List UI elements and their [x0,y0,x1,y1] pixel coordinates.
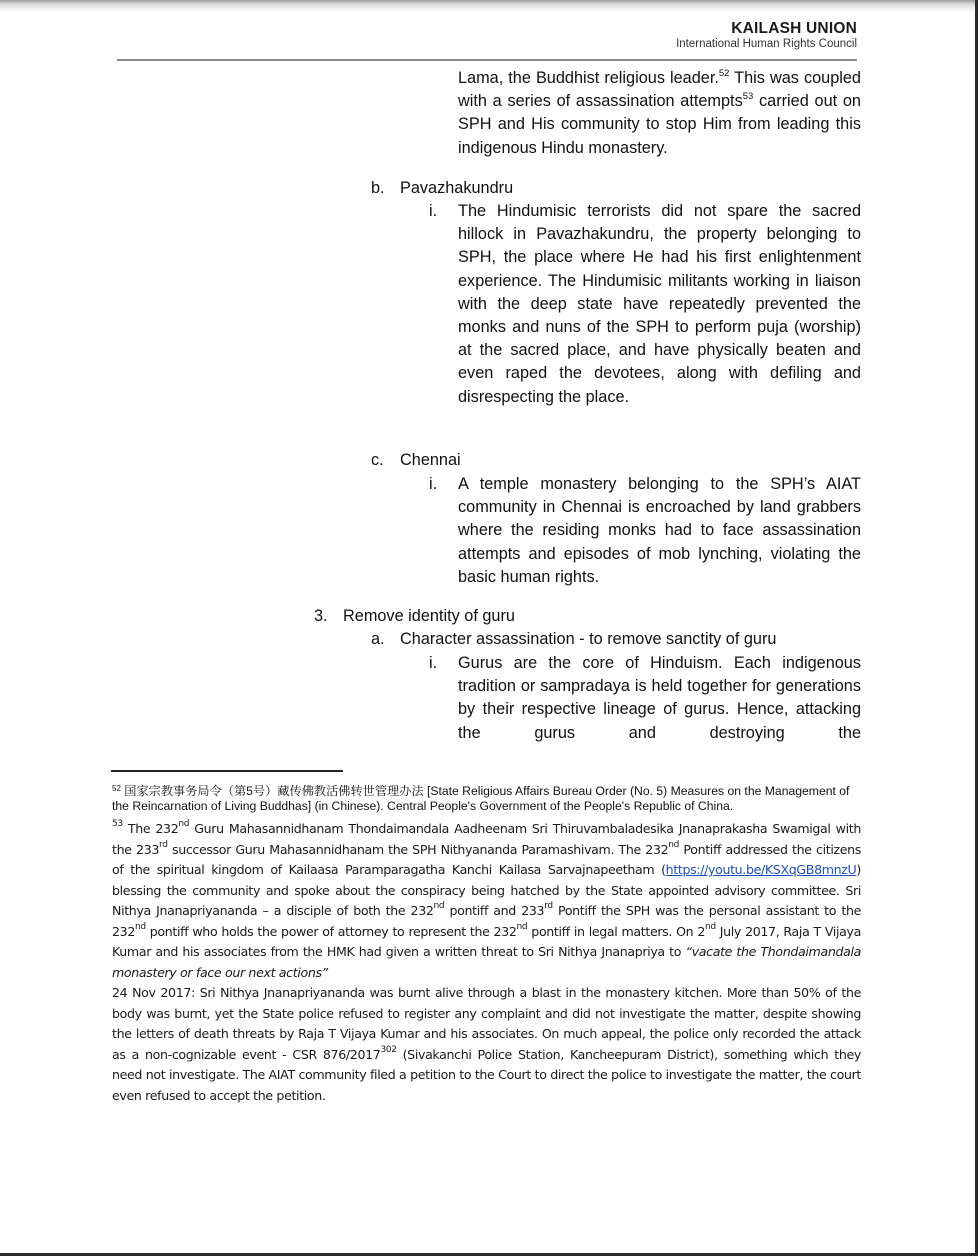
chennai-paragraph: A temple monastery belonging to the SPH’s AIAT community in Chennai is encroached by land grabbers where the residing monks had to face assassination attempts and episodes of mob lynching, violating the basic human rights. [458,475,861,586]
footnote-number-52: 52 [112,784,121,793]
heading-pavazhakundru: Pavazhakundru [400,179,514,197]
page-header [676,20,857,51]
threat-quote: “vacate the Thondaimandala monastery or face our next actions” [112,944,861,980]
continuation-paragraph: Lama, the Buddhist religious leader.$^{52}$ This was coupled with a series of assassination attempts$^{53}$ carried out on SPH and His community to stop Him from leading this indigenous Hindu monastery. [458,68,861,157]
heading-character-assassination: Character assassination - to remove sanctity of guru [400,630,777,648]
footnote-53-paragraph-2: 24 Nov 2017: Sri Nithya Jnanapriyananda was burnt alive through a blast in the monastery kitchen. More than 50% of the body was burnt, yet the State police refused to register any complaint and did not investigate the matter, despite showing the letters of death threats by Raja T Vijaya Kumar and his associates. On much appeal, the police only recorded the attack as a non-cognizable event - CSR 876/2017$^{302}$ (Sivakanchi Police Station, Kancheepuram District), something which they need not investigate. The AIAT community filed a petition to the Court to direct the police to investigate the matter, the court even refused to accept the petition. [112,985,862,1103]
heading-remove-identity: Remove identity of guru [343,607,515,625]
list-marker-c: c. [371,451,384,469]
heading-chennai: Chennai [400,451,461,469]
footnote-separator [111,770,343,772]
gurus-paragraph: Gurus are the core of Hinduism. Each indigenous tradition or sampradaya is held together for generations by their respective lineage of gurus. Hence, attacking the gurus and destroying the [458,654,861,742]
footnote-number-53: 53 [112,819,123,829]
org-name: KAILASH UNION [731,20,857,37]
list-marker-b: b. [371,179,385,197]
footnote-ref-302: 302 [380,1044,397,1055]
header-divider [117,59,857,61]
footnote-ref-52[interactable]: 52 [718,68,730,79]
viewer-top-shadow [0,0,978,14]
footnote-53-paragraph-1: $^{53}$ The 232nd Guru Mahasannidhanam Thondaimandala Aadheenam Sri Thiruvambaladesika Jnanaprakasha Swamigal with the 233rd successor Guru Mahasannidhanam the SPH Nithyananda Paramashivam. The 232nd Pontiff addressed the citizens of the spiritual kingdom of Kailaasa Paramparagatha Kanchi Kailasa Sarvajnapeetham (https://youtu.be/KSXqGB8mnzU) blessing the community and spoke about the conspiracy being hatched by the State appointed advisory committee. Sri Nithya Jnanapriyananda – a disciple of both the 232nd pontiff and 233rd Pontiff the SPH was the personal assistant to the 232nd pontiff who holds the power of attorney to represent the 232nd pontiff in legal matters. On 2nd July 2017, Raja T Vijaya Kumar and his associates from the HMK had given a written threat to Sri Nithya Jnanapriya to “vacate the Thondaimandala monastery or face our next actions” [112,819,862,980]
list-marker-3-a-i: i. [429,654,438,672]
footnote-53 [112,819,861,1106]
org-subtitle: International Human Rights Council [676,38,857,50]
list-marker-3: 3. [314,607,328,625]
list-marker-b-i: i. [429,202,438,220]
youtube-link[interactable]: https://youtu.be/KSXqGB8mnzU [665,862,857,877]
list-marker-3-a: a. [371,630,385,648]
footnote-52: $^{52}$ 国家宗教事务局令（第5号）藏传佛教活佛转世管理办法 [State Religious Affairs Bureau Order (No. 5) Measures on the Management of the Reincarnation of Living Buddhas] (in Chinese). Central People's Government of the People's Republic of China. [112,784,850,813]
list-marker-c-i: i. [429,475,438,493]
footnote-ref-53[interactable]: 53 [742,91,754,103]
pavazhakundru-paragraph: The Hindumisic terrorists did not spare the sacred hillock in Pavazhakundru, the property belonging to SPH, the place where He had his first enlightenment experience. The Hindumisic militants working in liaison with the deep state have repeatedly prevented the monks and nuns of the SPH to perform puja (worship) at the sacred place, and have physically beaten and even raped the devotees, along with defiling and disrespecting the place. [458,202,861,406]
